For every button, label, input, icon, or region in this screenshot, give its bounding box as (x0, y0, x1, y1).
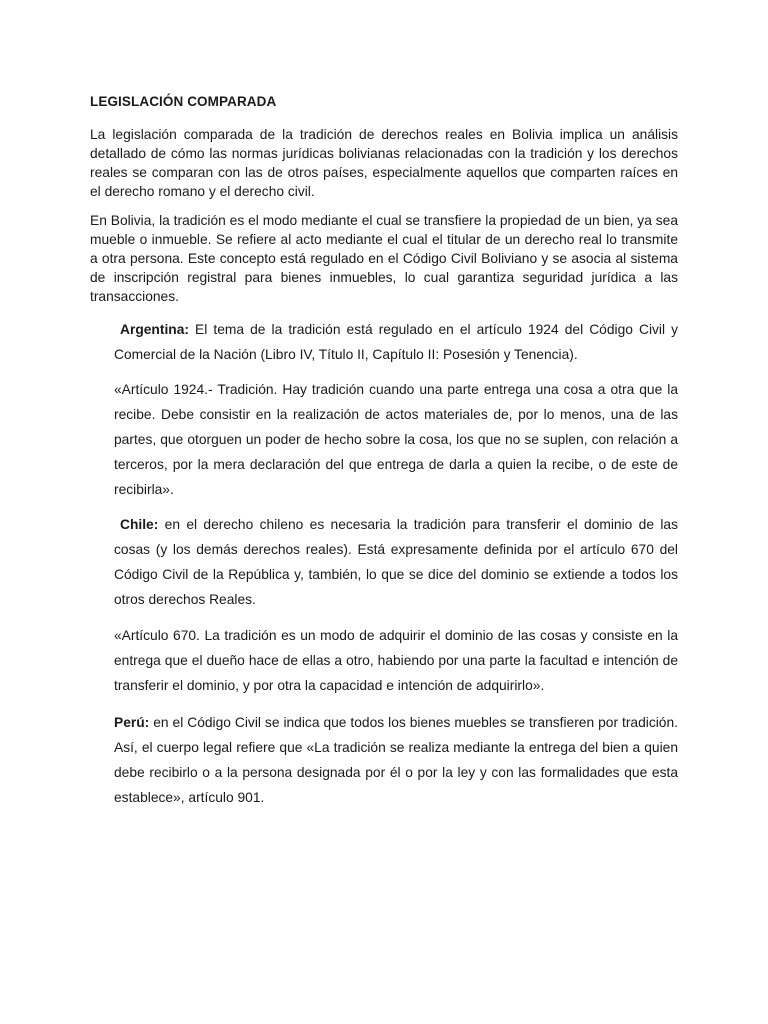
peru-paragraph (114, 710, 678, 810)
argentina-paragraph (114, 317, 678, 367)
bolivia-paragraph: En Bolivia, la tradición es el modo mediante el cual se transfiere la propiedad de un bien, ya sea mueble o inmueble. Se refiere al acto mediante el cual el titular de un derecho real lo transmite a otra persona. Este concepto está regulado en el Código Civil Boliviano y se asocia al sistema de inscripción registral para bienes inmuebles, lo cual garantiza seguridad jurídica a las transacciones. (90, 213, 678, 304)
chile-quote: «Artículo 670. La tradición es un modo de adquirir el dominio de las cosas y consiste en la entrega que el dueño hace de ellas a otro, habiendo por una parte la facultad e intención de transferir el dominio, y por otra la capacidad e intención de adquirirlo». (114, 628, 678, 693)
chile-text: en el derecho chileno es necesaria la tradición para transferir el dominio de las cosas (y los demás derechos reales). Está expresamente definida por el artículo 670 del Código Civil de la República y, también, lo que se dice del dominio se extiende a todos los otros derechos Reales. (114, 517, 678, 607)
peru-label: Perú: (114, 715, 150, 730)
intro-paragraph: La legislación comparada de la tradición de derechos reales en Bolivia implica un análisis detallado de cómo las normas jurídicas bolivianas relacionadas con la tradición y los derechos reales se comparan con las de otros países, especialmente aquellos que comparten raíces en el derecho romano y el derecho civil. (90, 127, 678, 199)
peru-text: en el Código Civil se indica que todos los bienes muebles se transfieren por tradición. Así, el cuerpo legal refiere que «La tradición se realiza mediante la entrega del bien a quien debe recibirlo o a la persona designada por él o por la ley y con las formalidades que esta establece», artículo 901. (114, 715, 678, 805)
document-title: LEGISLACIÓN COMPARADA (90, 94, 277, 109)
chile-label: Chile: (120, 517, 159, 532)
chile-paragraph (114, 512, 678, 612)
argentina-quote: «Artículo 1924.- Tradición. Hay tradición cuando una parte entrega una cosa a otra que la recibe. Debe consistir en la realización de actos materiales de, por lo menos, una de las partes, que otorguen un poder de hecho sobre la cosa, los que no se suplen, con relación a terceros, por la mera declaración del que entrega de darla a quien la recibe, o de este de recibirla». (114, 382, 678, 497)
argentina-label: Argentina: (120, 322, 189, 337)
argentina-text: El tema de la tradición está regulado en el artículo 1924 del Código Civil y Comercial de la Nación (Libro IV, Título II, Capítulo II: Posesión y Tenencia). (114, 322, 678, 362)
